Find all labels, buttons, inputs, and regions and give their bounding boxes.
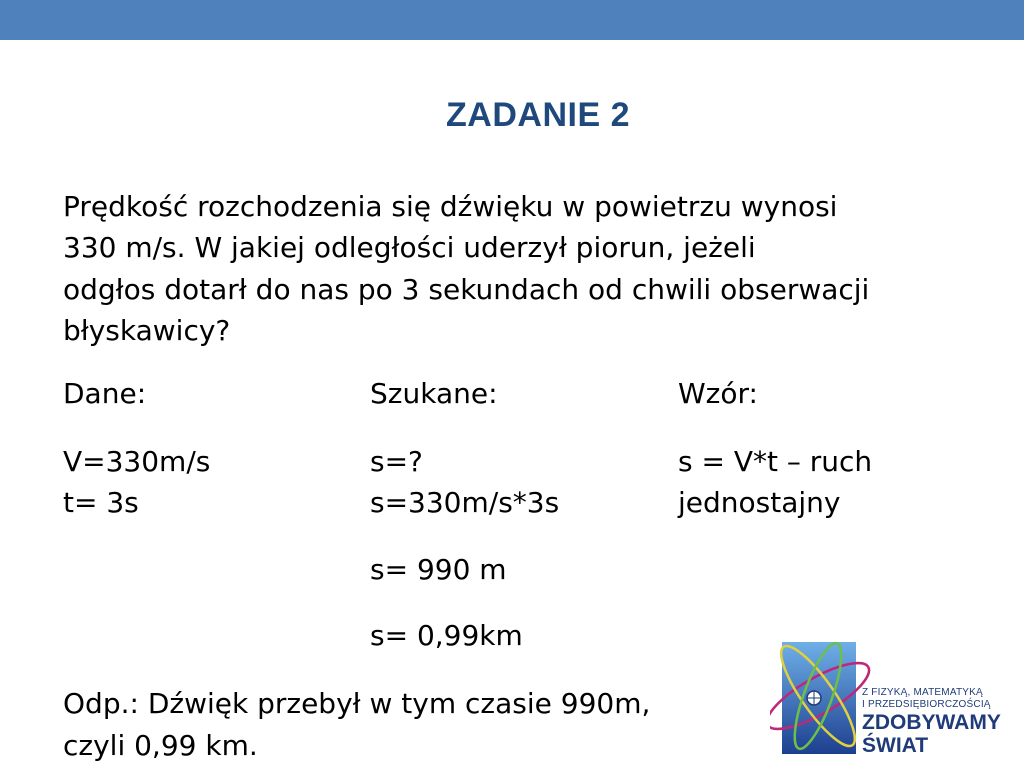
question-line: Prędkość rozchodzenia się dźwięku w powietrzu wynosi [63,190,838,223]
formula-line: s = V*t – ruch [678,445,873,478]
answer-line: czyli 0,99 km. [63,729,258,762]
question-line: odgłos dotarł do nas po 3 sekundach od chwili obserwacji [63,273,870,306]
given-line: t= 3s [63,486,139,519]
sought-line: s=330m/s*3s [370,486,560,519]
logo-text: ZDOBYWAMY [862,711,1001,734]
sought-heading: Szukane: [370,377,498,410]
logo-text: I PRZEDSIĘBIORCZOŚCIĄ [862,699,991,710]
answer-line: Odp.: Dźwięk przebył w tym czasie 990m, [63,687,651,720]
sought-line: s=? [370,445,423,478]
formula-line: jednostajny [678,486,841,519]
question-line: 330 m/s. W jakiej odległości uderzył piorun, jeżeli [63,231,756,264]
logo-text: Z FIZYKĄ, MATEMATYKĄ [862,687,983,698]
given-heading: Dane: [63,377,147,410]
question-line: błyskawicy? [63,314,231,347]
sought-line: s= 0,99km [370,619,523,652]
given-line: V=330m/s [63,445,211,478]
formula-heading: Wzór: [678,377,758,410]
slide-title: ZADANIE 2 [446,96,630,134]
logo-text: ŚWIAT [862,734,929,757]
top-bar [0,0,1024,40]
sought-line: s= 990 m [370,553,507,586]
